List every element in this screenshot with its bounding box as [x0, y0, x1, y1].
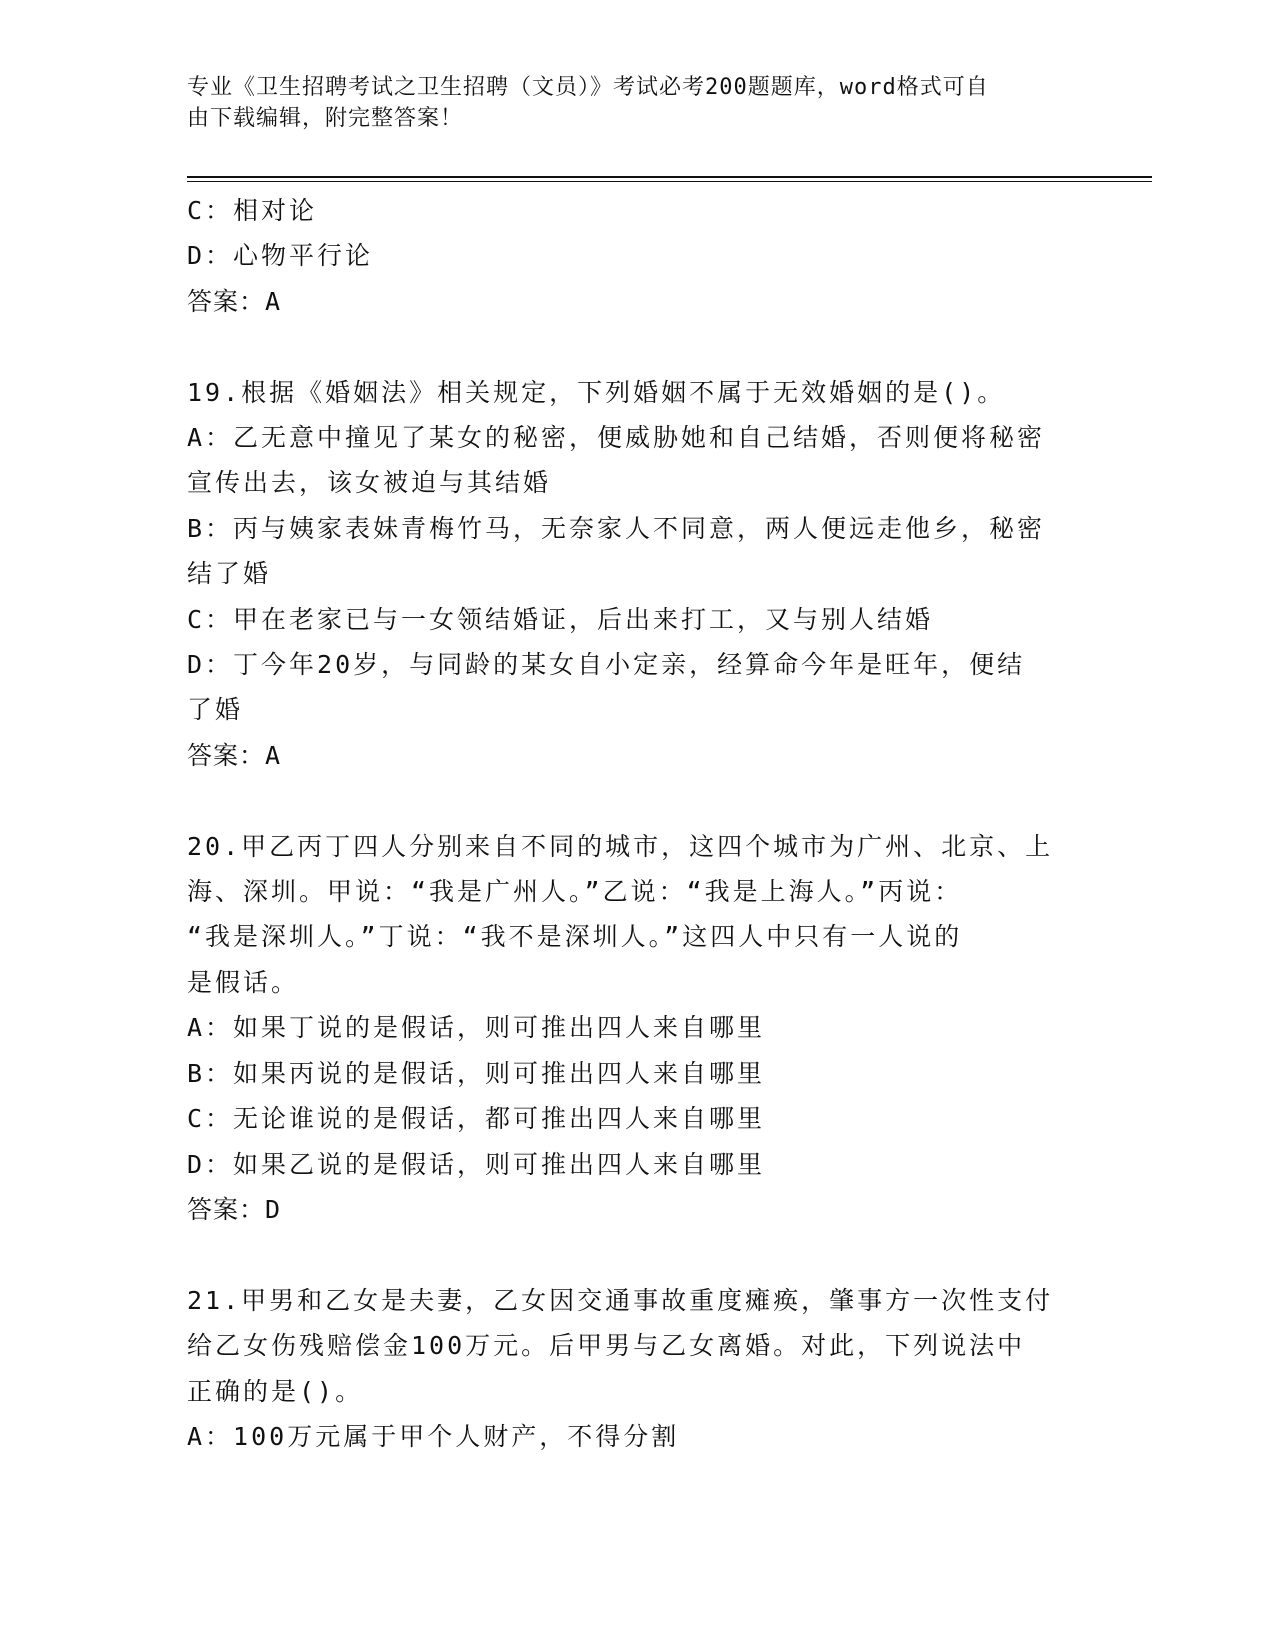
- option-b: B：如果丙说的是假话，则可推出四人来自哪里: [187, 1058, 766, 1088]
- option-d: D：心物平行论: [187, 241, 374, 271]
- question-stem-line-4: 是假话。: [187, 967, 300, 997]
- header-line-2: 由下载编辑，附完整答案！: [187, 106, 464, 131]
- answer-line: 答案：A: [187, 286, 282, 316]
- question-19: [187, 370, 1087, 779]
- spacer: [187, 324, 1087, 369]
- question-stem: 19.根据《婚姻法》相关规定，下列婚姻不属于无效婚姻的是()。: [187, 377, 1006, 407]
- question-stem-line-1: 20.甲乙丙丁四人分别来自不同的城市，这四个城市为广州、北京、上: [187, 831, 1054, 861]
- question-21: [187, 1278, 1087, 1460]
- answer-line: 答案：A: [187, 740, 282, 770]
- document-body: [187, 188, 1087, 1459]
- question-stem-line-2: 给乙女伤残赔偿金100万元。后甲男与乙女离婚。对此，下列说法中: [187, 1331, 1026, 1361]
- option-a: A：乙无意中撞见了某女的秘密，便威胁她和自己结婚，否则便将秘密: [187, 423, 1046, 453]
- option-d: D：丁今年20岁，与同龄的某女自小定亲，经算命今年是旺年，便结: [187, 650, 1026, 680]
- option-b: B：丙与姨家表妹青梅竹马，无奈家人不同意，两人便远走他乡，秘密: [187, 513, 1046, 543]
- spacer: [187, 778, 1087, 823]
- question-stem-line-1: 21.甲男和乙女是夫妻，乙女因交通事故重度瘫痪，肇事方一次性支付: [187, 1285, 1054, 1315]
- option-c: C：相对论: [187, 196, 318, 225]
- option-a: A：100万元属于甲个人财产，不得分割: [187, 1421, 680, 1451]
- option-d-continued: 了婚: [187, 695, 244, 725]
- question-stem-line-2: 海、深圳。甲说：“我是广州人。”乙说：“我是上海人。”丙说：: [187, 877, 963, 907]
- answer-line: 答案：D: [187, 1194, 282, 1224]
- header-divider-thin: [187, 181, 1152, 182]
- option-c: C：无论谁说的是假话，都可推出四人来自哪里: [187, 1104, 766, 1134]
- option-c: C：甲在老家已与一女领结婚证，后出来打工，又与别人结婚: [187, 604, 934, 634]
- option-d: D：如果乙说的是假话，则可推出四人来自哪里: [187, 1149, 766, 1179]
- option-b-continued: 结了婚: [187, 559, 272, 589]
- option-a: A：如果丁说的是假话，则可推出四人来自哪里: [187, 1013, 766, 1043]
- document-header: [187, 72, 1067, 134]
- question-18-tail: [187, 188, 1087, 324]
- question-stem-line-3: 正确的是()。: [187, 1376, 364, 1406]
- header-line-1: 专业《卫生招聘考试之卫生招聘（文员）》考试必考200题题库，word格式可自: [187, 75, 989, 100]
- header-divider-thick: [187, 176, 1152, 178]
- question-20: [187, 824, 1087, 1233]
- spacer: [187, 1232, 1087, 1277]
- option-a-continued: 宣传出去，该女被迫与其结婚: [187, 468, 552, 498]
- question-stem-line-3: “我是深圳人。”丁说：“我不是深圳人。”这四人中只有一人说的: [187, 922, 963, 952]
